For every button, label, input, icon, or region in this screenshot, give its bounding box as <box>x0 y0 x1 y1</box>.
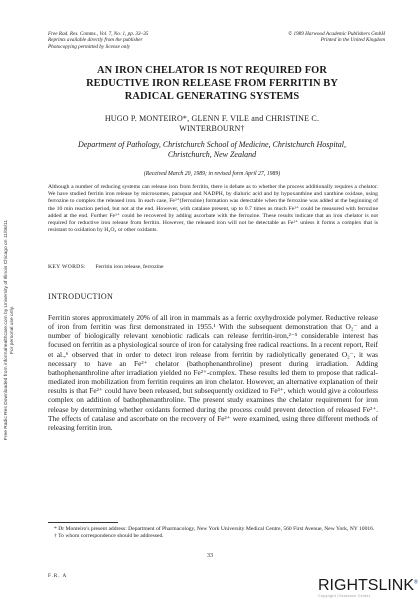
received-dates: (Received March 20, 1989; in revised form April 27, 1989) <box>143 171 281 177</box>
reprints-line: Reprints available directly from the publisher <box>48 37 143 44</box>
authors-line: WINTERBOURN† <box>179 124 245 133</box>
affiliation-line: Christchurch, New Zealand <box>167 150 257 159</box>
registered-mark: ® <box>414 579 418 586</box>
rightslink-logo: RIGHTSLINK® <box>318 577 418 594</box>
rightslink-tagline: Copyright Clearance Center <box>318 594 371 598</box>
abstract: Although a number of reducing systems can release iron from ferritin, there is debate as to whether the process additionally requires a chelator. We have studied ferritin iron release by microsomes, paraquat and NADPH, by dialuric acid and by hypoxanthine and xanthine oxidase, using ferrozine to complex the released iron. In each case, Fe²⁺(ferrozine) formation was detectable when the ferrozine was added at the beginning of the 10 min reaction period, but not at the end. However, with catalase present, up to 0.7 times as much Fe²⁺ could be measured with ferrozine added at the end. Further Fe²⁺ could be recovered by adding ascorbate with the ferrozine. These results indicate that an iron chelator is not required for reductive iron release from ferritin. However, the released iron will not be detectable as Fe²⁺ unless it forms a complex that is resistant to oxidation by H₂O₂ or other oxidants. <box>48 184 378 234</box>
affiliation-line: Department of Pathology, Christchurch School of Medicine, Christchurch Hospital, <box>77 140 347 149</box>
footnote-correspondence: † To whom correspondence should be addressed. <box>54 532 164 539</box>
photocopy-line: Photocopying permitted by license only <box>48 43 131 50</box>
printed-line: Printed in the United Kingdom <box>320 37 385 44</box>
personal-use-line: For personal use only. <box>10 305 16 355</box>
footnotes <box>48 526 378 540</box>
download-watermark <box>4 140 18 520</box>
affiliation <box>48 140 376 160</box>
keywords-label: KEY WORDS: <box>48 264 86 270</box>
rightslink-badge[interactable] <box>318 577 418 598</box>
page-number: 33 <box>207 553 213 559</box>
article-title <box>48 64 376 103</box>
publisher-info <box>245 31 385 44</box>
footnote-rule <box>48 522 118 523</box>
download-line: Free Radic Res Downloaded from informahealthcare.com by University of Illinois Chicago on 11/06/11 <box>4 219 9 441</box>
title-line: RADICAL GENERATING SYSTEMS <box>124 91 300 102</box>
journal-line: Free Rad. Res. Comms., Vol. 7, No. 1, pp. 33–35 <box>48 31 149 37</box>
keywords <box>48 264 378 271</box>
body-text: Ferritin stores approximately 20% of all iron in mammals as a ferric oxyhydroxide polymer. Reductive release of iron from ferritin was first demonstrated in 1955.¹ With the subsequent demonstration that O₂⁻ and a number of biologically relevant xenobiotic radicals can release ferritin-iron,²⁻⁵ considerable interest has focused on ferritin as a physiological source of iron for catalysing free radical reactions. In a recent report, Reif et al.,⁶ observed that in order to detect iron release from ferritin by radiolytically generated O₂⁻, it was necessary to have an Fe²⁺ chelator (bathophenanthroline) present during irradiation. Adding bathophenanthroline after irradiation yielded no Fe²⁺-complex. These results led them to propose that radical-mediated iron mobilization from ferritin requires an iron chelator. However, an alternative explanation of their results is that Fe²⁺ could have been released, but subsequently oxidized to Fe³⁺, which would give a colourless complex on addition of bathophenanthroline. The present study examines the chelator requirement for iron release by determining whether oxidants formed during the process could prevent detection of released Fe²⁺. The effects of catalase and ascorbate on the recovery of Fe²⁺ were examined, using three different methods of releasing ferritin iron. <box>48 313 378 432</box>
title-line: AN IRON CHELATOR IS NOT REQUIRED FOR <box>97 65 327 76</box>
keywords-text: Ferritin iron release, ferrozine <box>95 264 164 270</box>
copyright-line: © 1989 Harwood Academic Publishers GmbH <box>288 31 385 37</box>
authors-line: HUGO P. MONTEIRO*, GLENN F. VILE and CHRISTINE C. <box>104 114 320 123</box>
fr-code: F.R. A <box>48 573 68 579</box>
authors <box>48 114 376 134</box>
section-heading: INTRODUCTION <box>48 292 114 301</box>
title-line: REDUCTIVE IRON RELEASE FROM FERRITIN BY <box>86 78 338 89</box>
journal-citation <box>48 31 198 50</box>
footnote-address: * Dr Monteiro's present address: Department of Pharmacology, New York University Medical Centre, 560 First Avenue, New York, NY 10016. <box>54 526 375 532</box>
